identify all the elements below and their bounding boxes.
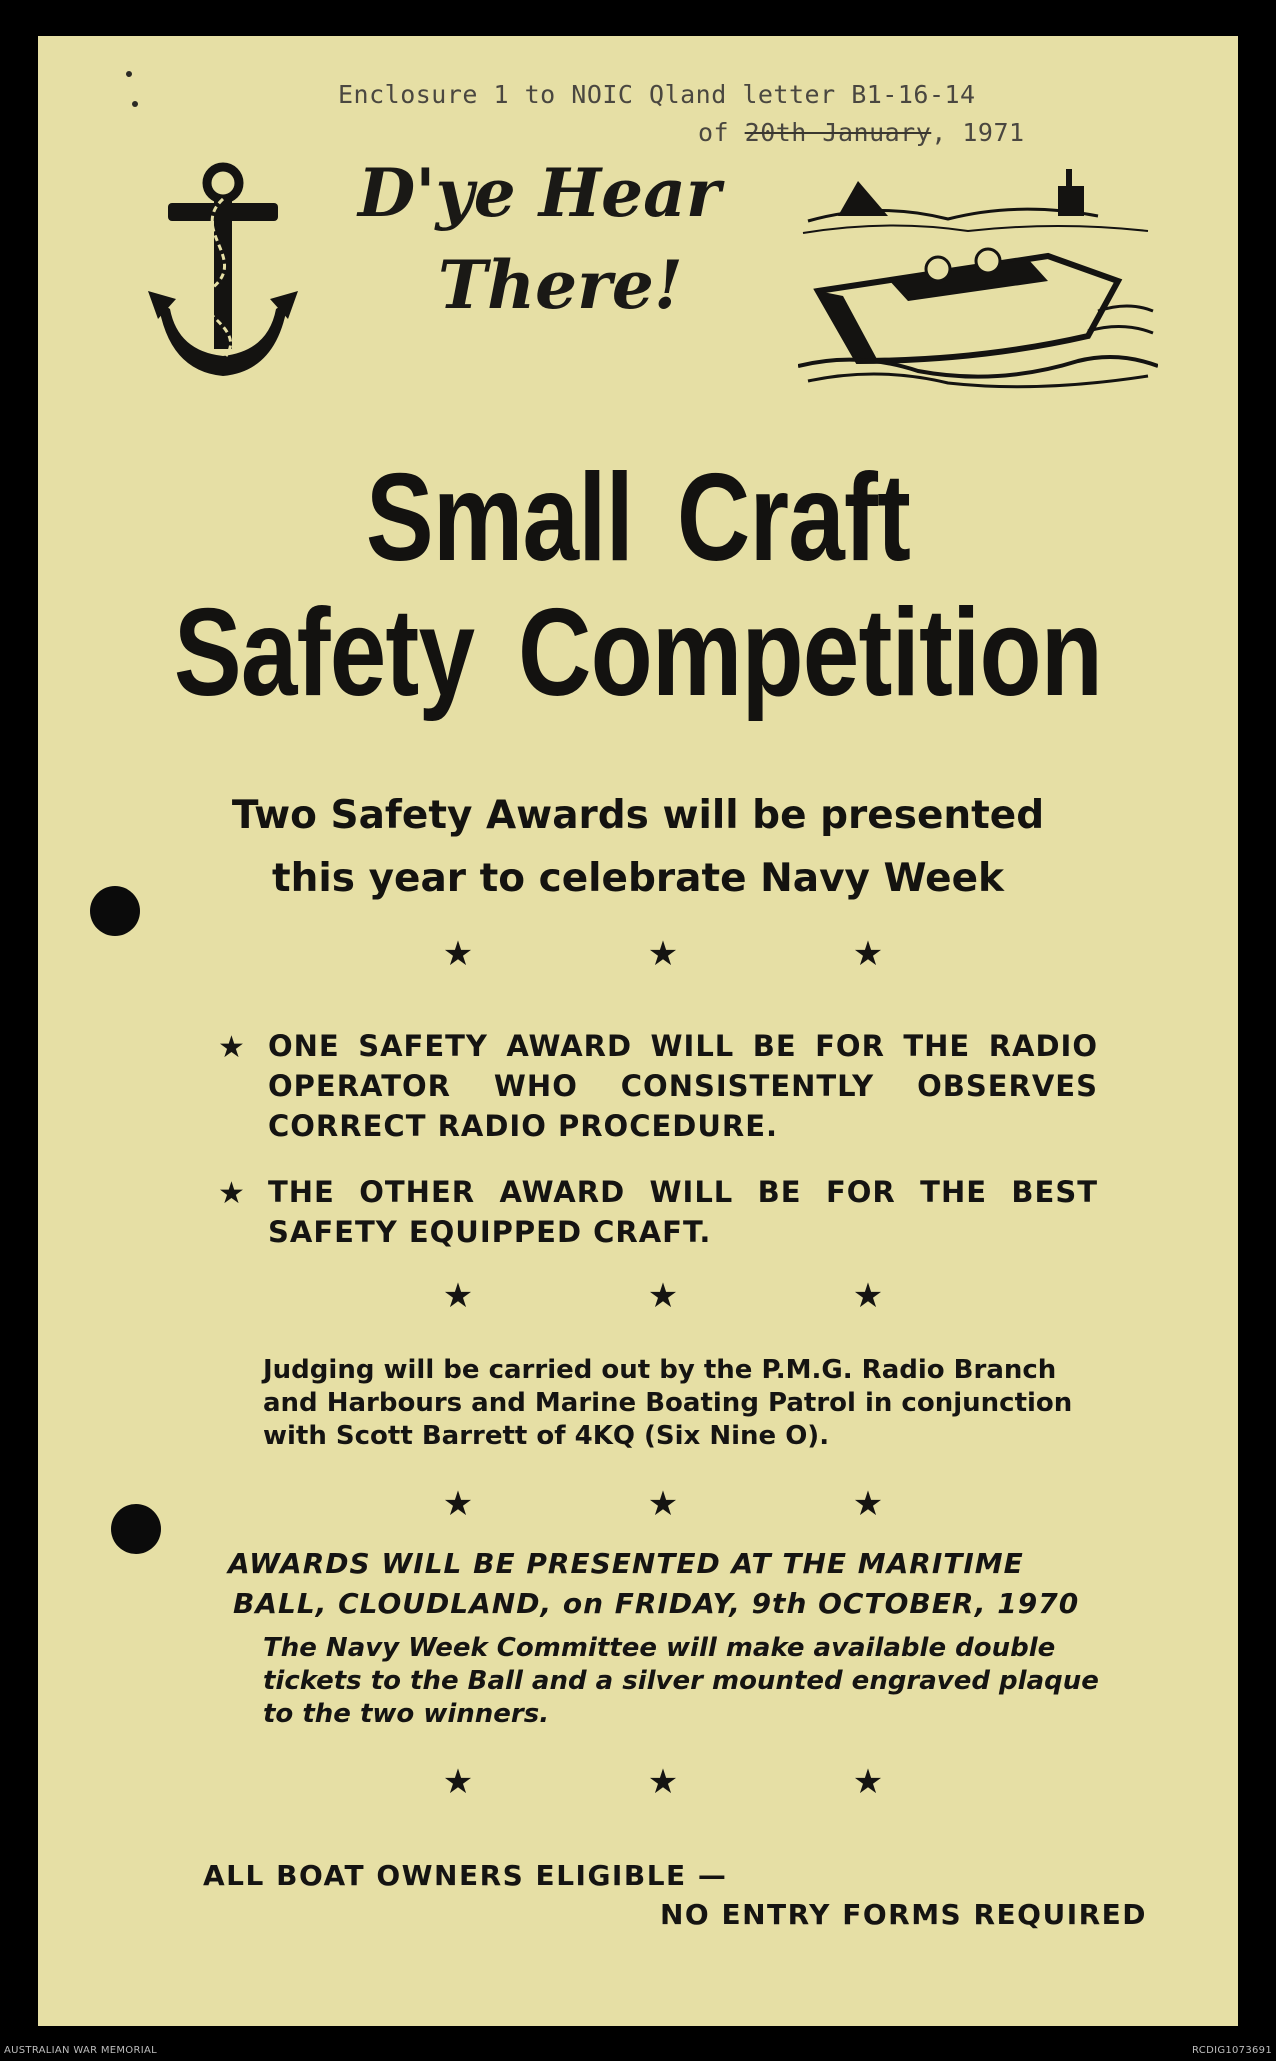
paragraph-line: BALL, CLOUDLAND, on FRIDAY, 9th OCTOBER, 1970 [233,1587,1080,1620]
star-bullet-icon: ★ [218,1030,246,1065]
anchor-icon [148,151,298,386]
paragraph-line: Judging will be carried out by the P.M.G. Radio Branch [263,1355,1057,1385]
star-divider-1 [438,934,888,974]
subheading-line-2: this year to celebrate Navy Week [272,856,1004,901]
star-icon: ★ [442,1276,474,1316]
star-icon: ★ [647,1484,679,1524]
paragraph-line: to the two winners. [263,1699,550,1729]
judging-paragraph [263,1354,1093,1453]
award-line: ONE SAFETY AWARD WILL BE FOR THE RADIO [268,1029,1098,1063]
struck-date: 20th January [744,118,932,147]
award-item-radio [218,1026,1098,1146]
paragraph-line: The Navy Week Committee will make available double [263,1633,1056,1663]
masthead-line-1: D'ye Hear [358,154,721,232]
star-divider-2 [438,1276,888,1316]
paper-speck [132,101,138,107]
paragraph-line: and Harbours and Marine Boating Patrol in conjunction [263,1388,1073,1418]
star-icon: ★ [442,1762,474,1802]
star-icon: ★ [852,1762,884,1802]
punch-hole [111,1504,161,1554]
paragraph-line: AWARDS WILL BE PRESENTED AT THE MARITIME [228,1547,1024,1580]
star-icon: ★ [442,934,474,974]
star-divider-3 [438,1484,888,1524]
paper-speck [126,71,132,77]
star-divider-4 [438,1762,888,1802]
award-item-equipped [218,1172,1098,1252]
award-line: CORRECT RADIO PROCEDURE. [268,1109,779,1143]
star-icon: ★ [852,1276,884,1316]
prizes-paragraph [263,1632,1099,1731]
enclosure-note-line-2: of 20th January, 1971 [698,118,1025,147]
punch-hole [90,886,140,936]
subheading-line-1: Two Safety Awards will be presented [231,793,1045,838]
star-icon: ★ [852,934,884,974]
archive-credit: AUSTRALIAN WAR MEMORIAL [4,2045,157,2056]
headline-line-1: Small Craft [365,449,911,587]
speedboat-illustration [798,161,1158,391]
masthead-line-2: There! [438,246,683,324]
eligibility-line-1: ALL BOAT OWNERS ELIGIBLE — [203,1859,728,1892]
star-icon: ★ [647,1762,679,1802]
poster-sheet [38,36,1238,2026]
presentation-notice [228,1544,1080,1624]
paragraph-line: with Scott Barrett of 4KQ (Six Nine O). [263,1421,830,1451]
star-icon: ★ [442,1484,474,1524]
award-line: OPERATOR WHO CONSISTENTLY OBSERVES [268,1069,1098,1103]
award-line: THE OTHER AWARD WILL BE FOR THE BEST [268,1175,1098,1209]
star-icon: ★ [852,1484,884,1524]
award-line: SAFETY EQUIPPED CRAFT. [268,1215,712,1249]
star-icon: ★ [647,934,679,974]
eligibility-line-2: NO ENTRY FORMS REQUIRED [660,1898,1148,1931]
enclosure-note-line-1: Enclosure 1 to NOIC Qland letter B1-16-14 [338,80,976,109]
paragraph-line: tickets to the Ball and a silver mounted engraved plaque [263,1666,1099,1696]
headline-line-2: Safety Competition [173,584,1103,722]
star-bullet-icon: ★ [218,1176,246,1211]
archive-id: RCDIG1073691 [1192,2045,1272,2056]
star-icon: ★ [647,1276,679,1316]
